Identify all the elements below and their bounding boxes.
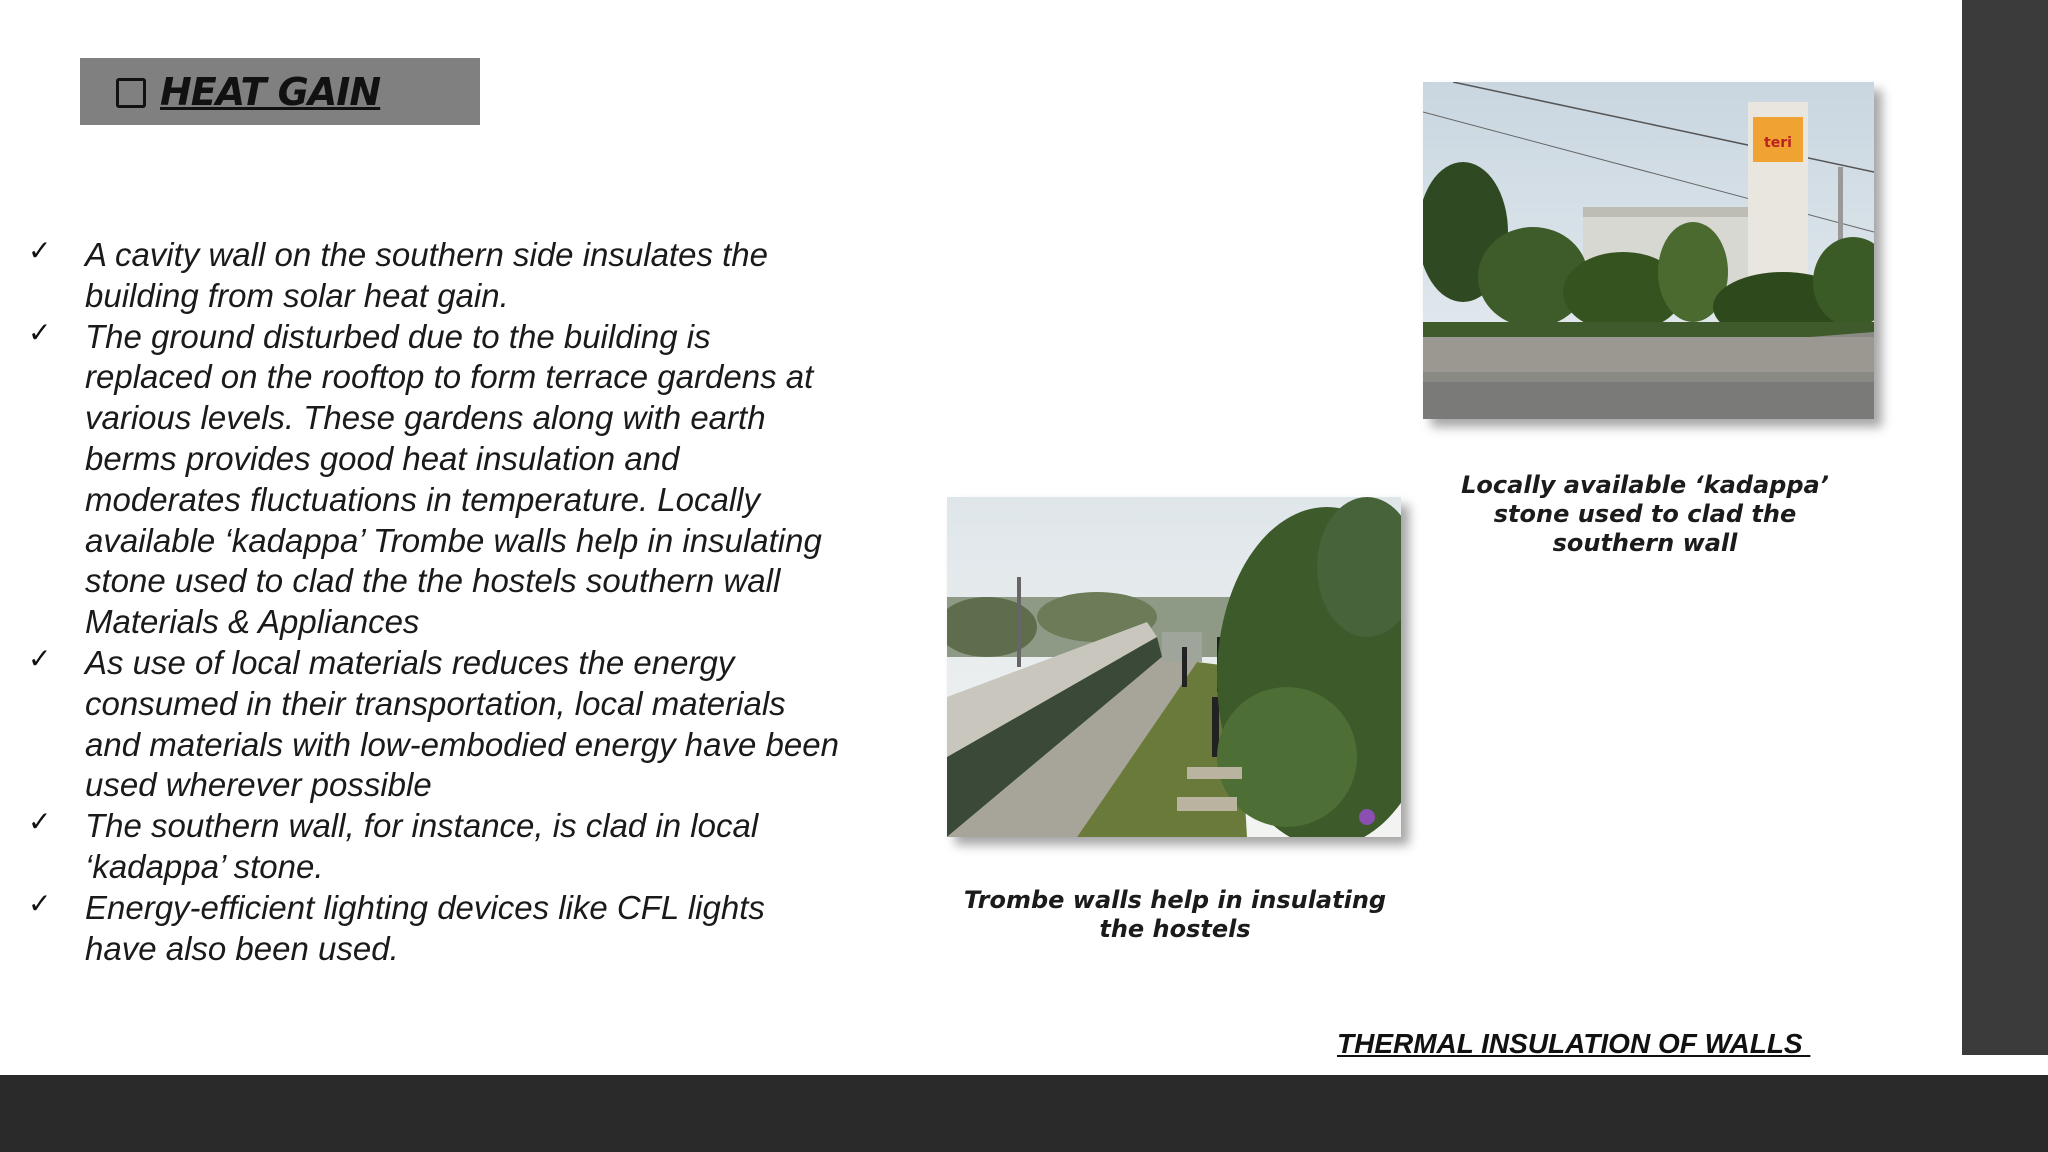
bullet-line: moderates fluctuations in temperature. Locally [85,480,761,518]
caption-line: southern wall [1552,529,1738,557]
bullet-item [20,235,880,317]
slide-title-box [80,58,480,125]
bullet-line: stone used to clad the the hostels southern wall [85,562,781,600]
bullet-line: Materials & Appliances [85,603,420,641]
square-bullet-icon [116,78,146,108]
bullet-line: various levels. These gardens along with earth [85,399,766,437]
check-icon: ✓ [28,641,52,675]
trombe-wall-photo [947,497,1401,837]
bullet-line: berms provides good heat insulation and [85,439,680,477]
bullet-line: ‘kadappa’ stone. [85,847,324,885]
building-photo-caption [1430,471,1860,558]
bullet-list [20,235,880,969]
building-photo [1423,82,1874,419]
check-icon: ✓ [28,315,52,349]
bullet-line: have also been used. [85,929,399,967]
check-icon: ✓ [28,234,52,267]
bullet-line: replaced on the rooftop to form terrace gardens at [85,358,814,396]
bullet-item [20,643,880,806]
bullet-line: available ‘kadappa’ Trombe walls help in insulating [85,521,822,559]
bullet-line: and materials with low-embodied energy have been [85,725,839,763]
bullet-line: As use of local materials reduces the energy [85,643,735,681]
teri-sign-text: teri [1764,135,1792,151]
bottom-footer-bar [0,1075,2048,1152]
section-footer-title: THERMAL INSULATION OF WALLS [1337,1028,1811,1059]
bullet-line: consumed in their transportation, local materials [85,684,786,722]
trombe-wall-caption [945,886,1405,944]
bullet-line: The southern wall, for instance, is clad in local [85,807,759,845]
caption-line: Trombe walls help in insulating [963,886,1387,914]
trombe-wall-photo-image [947,497,1401,837]
caption-line: stone used to clad the [1493,500,1797,528]
bullet-line: used wherever possible [85,766,432,804]
caption-line: the hostels [1099,915,1251,943]
bullet-line: A cavity wall on the southern side insulates the [85,236,768,273]
bullet-line: Energy-efficient lighting devices like CFL lights [85,888,765,926]
bullet-line: building from solar heat gain. [85,276,509,314]
building-photo-image [1423,82,1874,419]
bullet-item [20,806,880,888]
bullet-item [20,317,880,643]
right-accent-bar [1962,0,2048,1055]
slide-title: HEAT GAIN [160,69,381,114]
bullet-line: The ground disturbed due to the building is [85,317,711,355]
check-icon: ✓ [28,805,52,839]
bullet-item [20,888,880,970]
caption-line: Locally available ‘kadappa’ [1461,471,1829,499]
check-icon: ✓ [28,886,52,920]
